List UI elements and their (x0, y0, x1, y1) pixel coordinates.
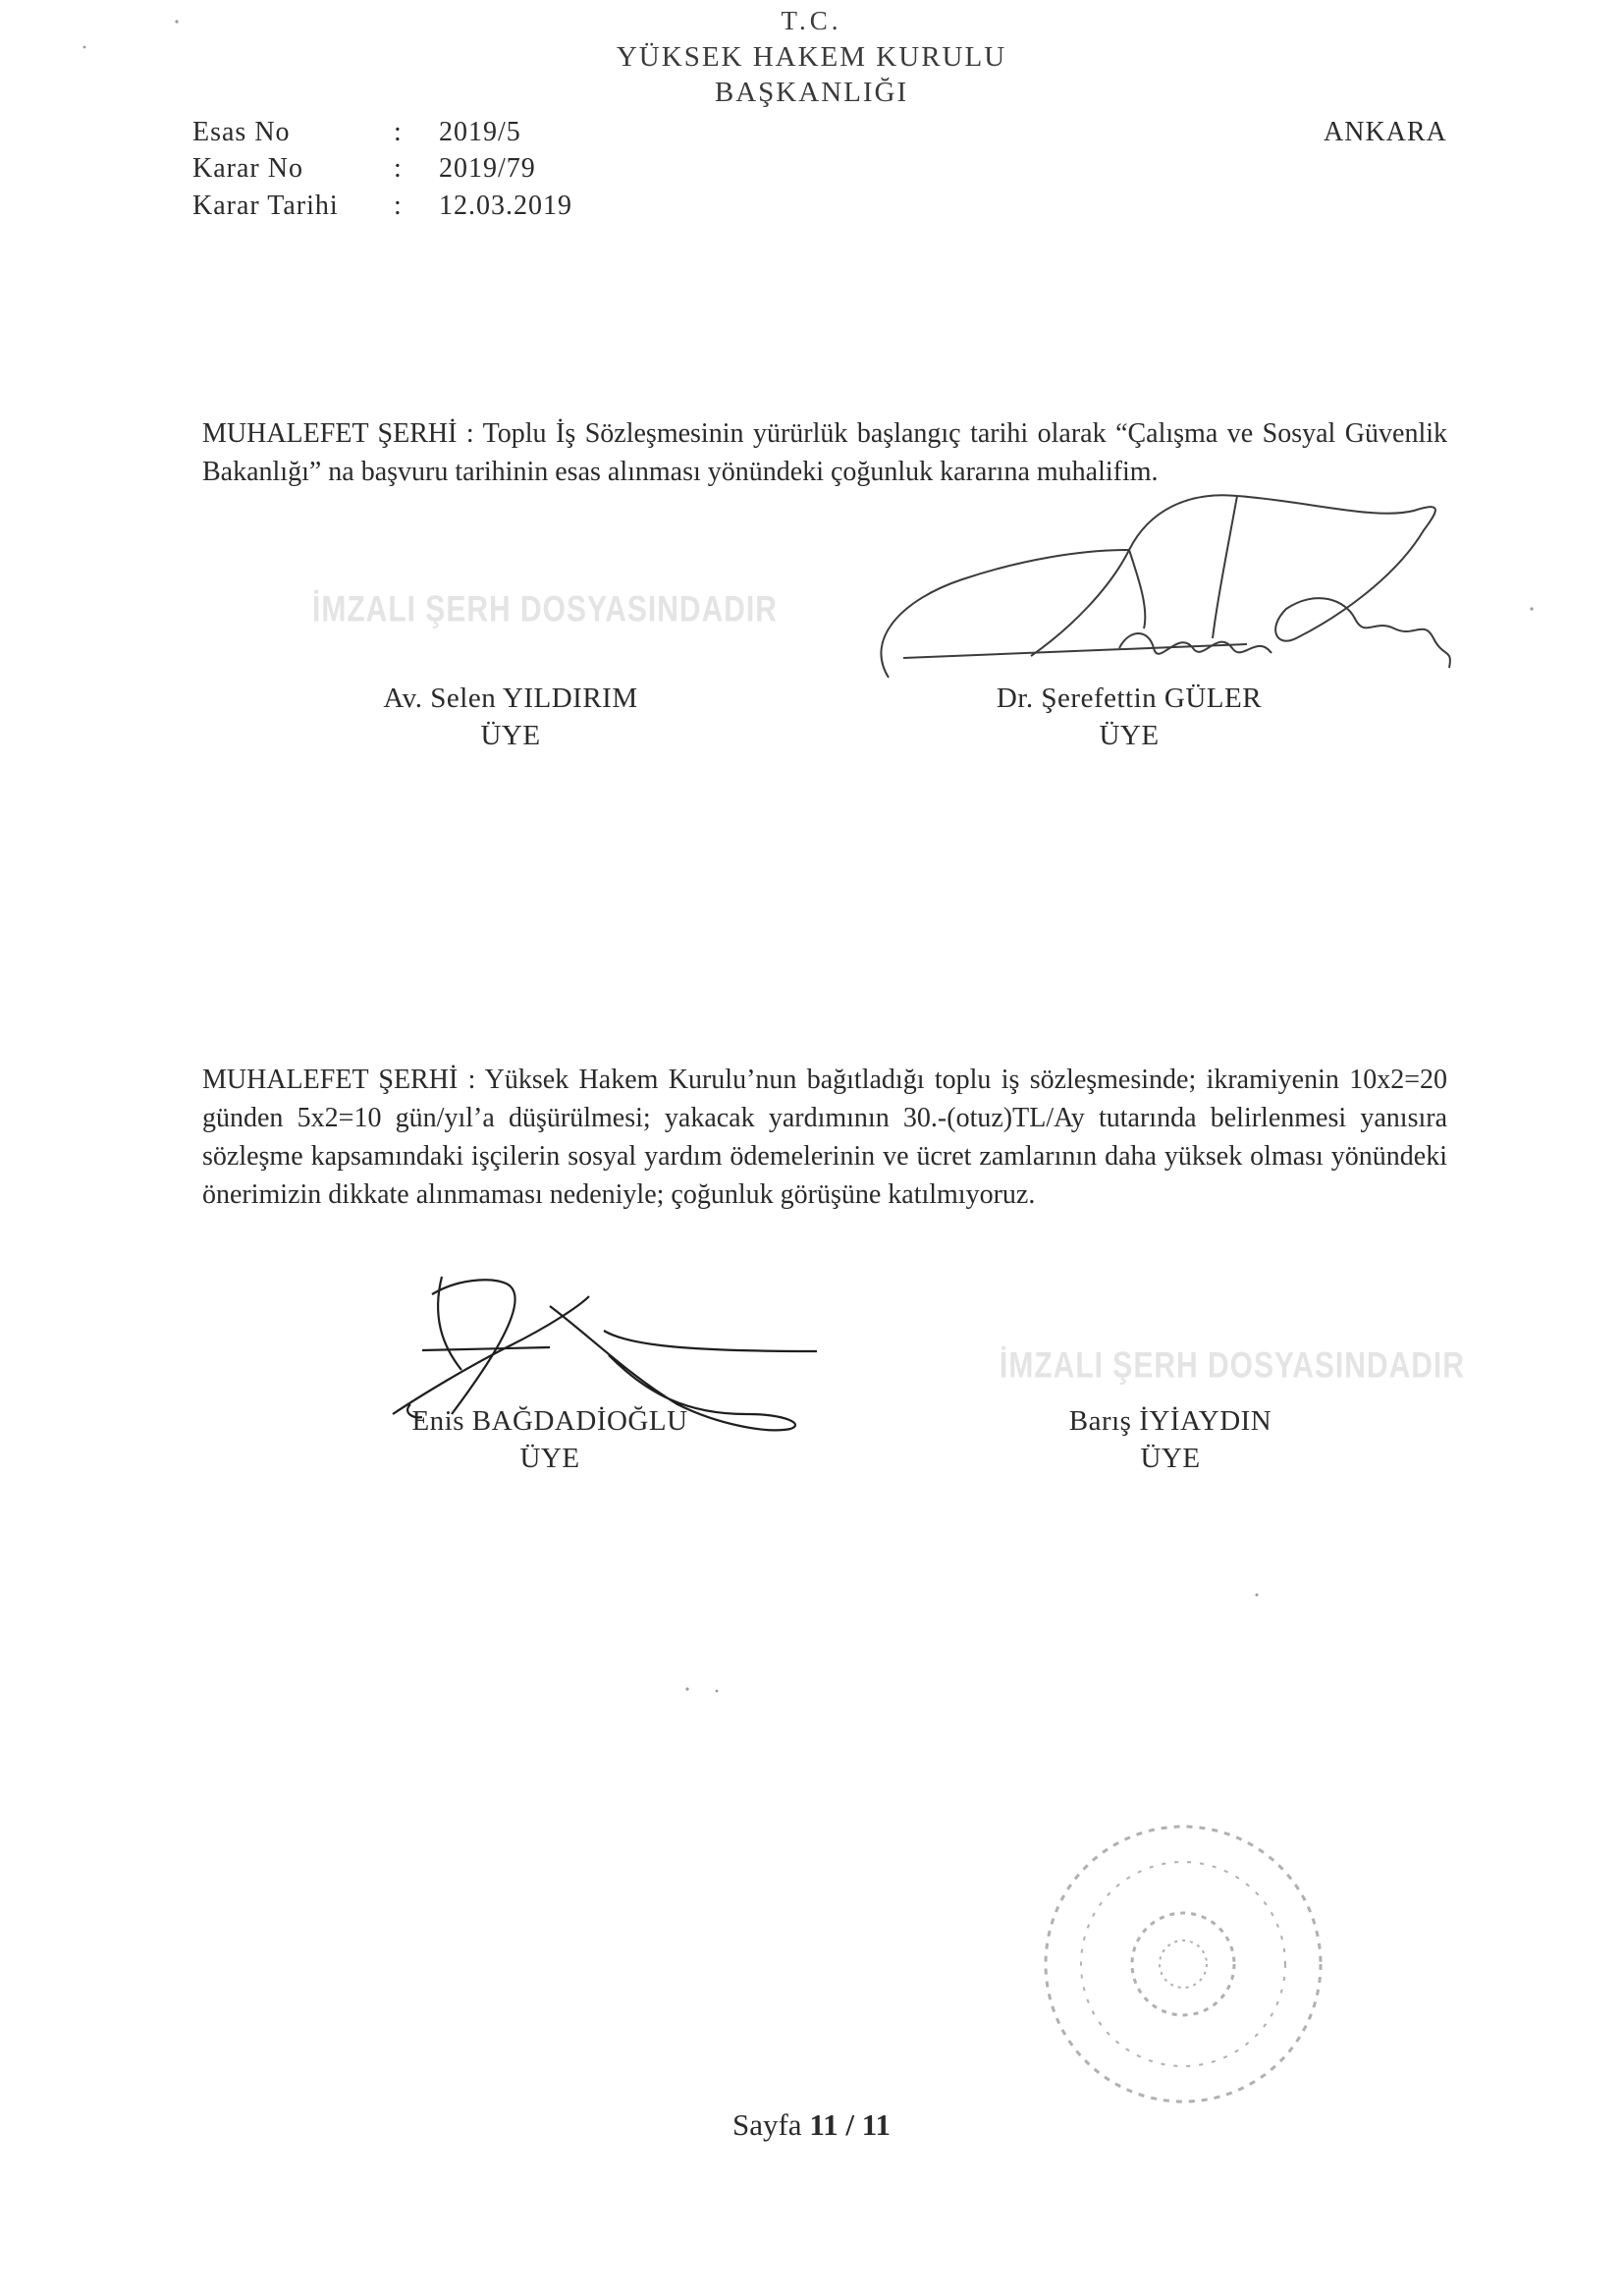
meta-label: Karar Tarihi (192, 191, 339, 221)
meta-label: Karar No (192, 153, 303, 184)
signatory-role: ÜYE (519, 1443, 580, 1474)
official-seal (1046, 1827, 1321, 2102)
signature-guler (881, 495, 1449, 678)
dissent-paragraph-1: MUHALEFET ŞERHİ : Toplu İş Sözleşmesinin yürürlük başlangıç tarihi olarak “Çalışma ve Sosyal Güvenlik Bakanlığı” na başvuru tarihinin esas alınması yönündeki çoğunluk kararına muhalifim. (202, 418, 1447, 487)
page-number (0, 2107, 1623, 2143)
signatory-guler (952, 680, 1306, 754)
meta-value: 2019/5 (439, 117, 521, 147)
signed-in-file-stamp: İMZALI ŞERH DOSYASINDADIR (1000, 1344, 1465, 1386)
meta-colon: : (394, 153, 403, 184)
signatory-yildirim (334, 680, 687, 754)
signatory-name: Av. Selen YILDIRIM (383, 683, 638, 714)
signatory-role: ÜYE (1140, 1443, 1201, 1474)
signed-in-file-stamp: İMZALI ŞERH DOSYASINDADIR (312, 588, 778, 629)
meta-value: 2019/79 (439, 153, 536, 184)
page-number-value: 11 / 11 (809, 2107, 892, 2142)
header-office: BAŞKANLIĞI (714, 77, 909, 108)
signatory-iyiaydin (994, 1402, 1347, 1477)
header-tc: T.C. (781, 6, 842, 35)
header-institution: YÜKSEK HAKEM KURULU (616, 41, 1007, 73)
signatory-bagdadioglu (373, 1402, 727, 1477)
signatory-role: ÜYE (480, 720, 541, 751)
signatory-role: ÜYE (1099, 720, 1160, 751)
signatory-name: Barış İYİAYDIN (1068, 1405, 1272, 1437)
meta-colon: : (394, 191, 403, 221)
signatory-name: Enis BAĞDADİOĞLU (411, 1405, 688, 1437)
signatory-name: Dr. Şerefettin GÜLER (996, 683, 1263, 714)
meta-colon: : (394, 117, 403, 147)
city: ANKARA (1324, 117, 1447, 147)
page-number-prefix: Sayfa (731, 2107, 802, 2142)
meta-value: 12.03.2019 (439, 191, 572, 221)
meta-label: Esas No (192, 117, 291, 147)
dissent-paragraph-2: MUHALEFET ŞERHİ : Yüksek Hakem Kurulu’nun bağıtladığı toplu iş sözleşmesinde; ikramiyenin 10x2=20 günden 5x2=10 gün/yıl’a düşürülmesi; yakacak yardımının 30.-(otuz)TL/Ay tutarında belirlenmesi yanısıra sözleşme kapsamındaki işçilerin sosyal yardım ödemelerinin ve ücret zamlarının daha yüksek olması yönündeki önerimizin dikkate alınmaması nedeniyle; çoğunluk görüşüne katılmıyoruz. (202, 1065, 1447, 1210)
